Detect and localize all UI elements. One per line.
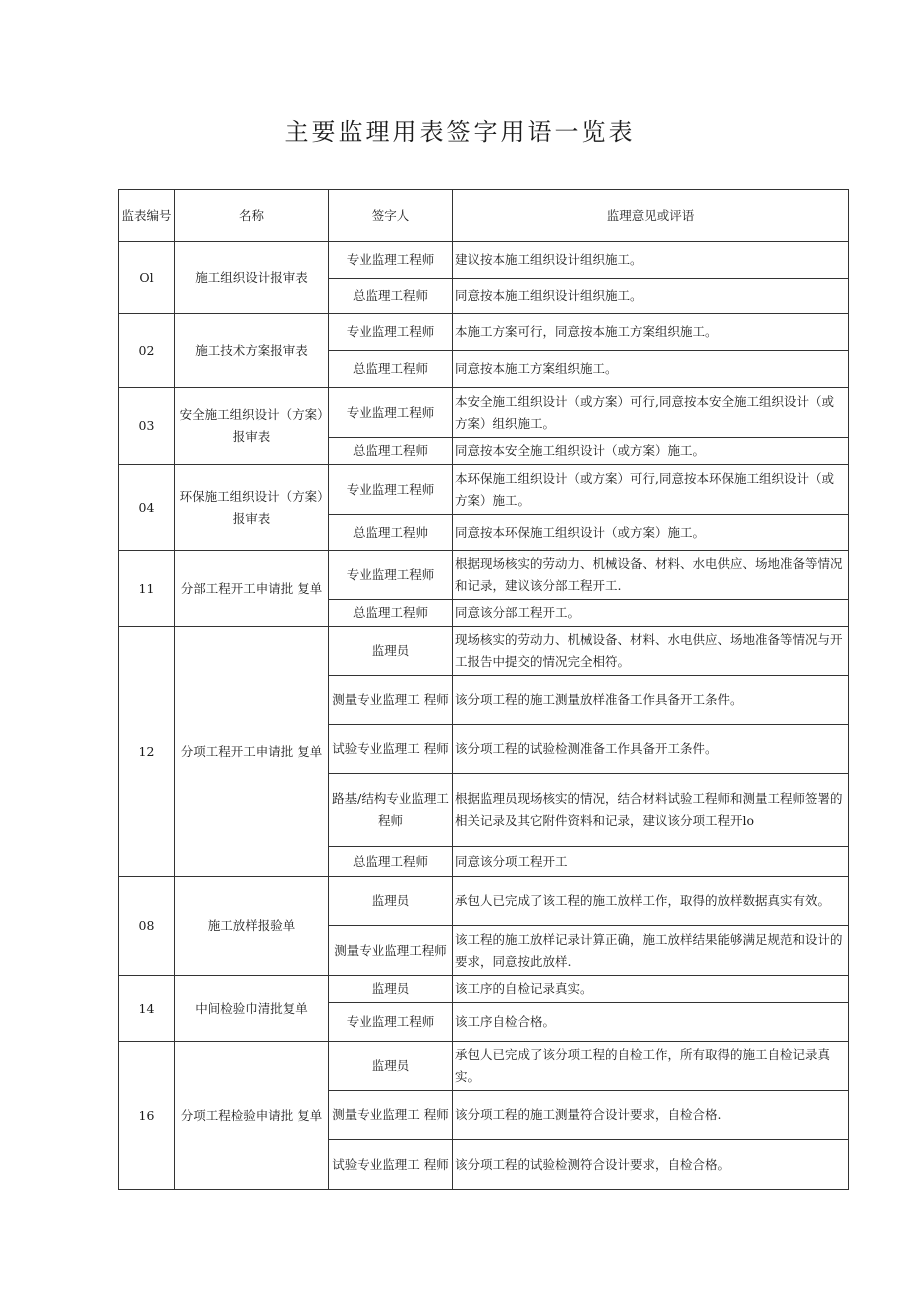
signer: 监理员 [329, 976, 453, 1003]
supervision-opinion: 该分项工程的试验检测符合设计要求，自检合格。 [453, 1140, 849, 1190]
signer: 总监理工程师 [329, 351, 453, 388]
table-row [119, 627, 849, 676]
form-code: Ol [119, 242, 175, 314]
supervision-opinion: 该工程的施工放样记录计算正确，施工放样结果能够满足规范和设计的要求，同意按此放样. [453, 926, 849, 976]
table-row [119, 388, 849, 438]
signer: 总监理工程帅 [329, 515, 453, 551]
supervision-opinion: 同意按本安全施工组织设计（或方案）施工。 [453, 438, 849, 465]
supervision-opinion: 同意按本施工组织设计组织施工。 [453, 279, 849, 314]
header-signer: 签字人 [329, 190, 453, 242]
form-code: 04 [119, 465, 175, 551]
supervision-forms-table [118, 189, 849, 1190]
form-code: 02 [119, 314, 175, 388]
signer: 专业监理工程师 [329, 242, 453, 279]
table-row [119, 314, 849, 351]
supervision-opinion: 承包人已完成了该工程的施工放样工作，取得的放样数据真实有效。 [453, 877, 849, 926]
supervision-opinion: 同意按本环保施工组织设计（或方案）施工。 [453, 515, 849, 551]
form-code: 08 [119, 877, 175, 976]
table-row [119, 242, 849, 279]
signer: 总监理工程师 [329, 438, 453, 465]
supervision-opinion: 本安全施工组织设计（或方案）可行,同意按本安全施工组织设计（或方案）组织施工。 [453, 388, 849, 438]
supervision-opinion: 同意该分部工程开工。 [453, 600, 849, 627]
supervision-opinion: 根据监理员现场核实的情况，结合材料试验工程师和测量工程师签署的相关记录及其它附件资料和记录，建议该分项工程开lo [453, 774, 849, 847]
signer: 试验专业监理工 程师 [329, 1140, 453, 1190]
supervision-opinion: 建议按本施工组织设计组织施工。 [453, 242, 849, 279]
form-name: 分项工程开工申请批 复单 [175, 627, 329, 877]
form-code: 14 [119, 976, 175, 1042]
form-name: 施工放样报验单 [175, 877, 329, 976]
signer: 总监理工程师 [329, 600, 453, 627]
signer: 专业监理工程师 [329, 465, 453, 515]
signer: 专业监理工程师 [329, 1003, 453, 1042]
form-name: 环保施工组织设计（方案）报审表 [175, 465, 329, 551]
table-row [119, 976, 849, 1003]
form-name: 分项工程检验申请批 复单 [175, 1042, 329, 1190]
supervision-opinion: 该分项工程的施工测量符合设计要求，自检合格. [453, 1091, 849, 1140]
supervision-opinion: 该工序自检合格。 [453, 1003, 849, 1042]
supervision-opinion: 该工序的自检记录真实。 [453, 976, 849, 1003]
table-row [119, 551, 849, 600]
table-row [119, 877, 849, 926]
signer: 监理员 [329, 877, 453, 926]
signer: 监理员 [329, 627, 453, 676]
signer: 测量专业监理工程师 [329, 926, 453, 976]
signer: 专业监理工程师 [329, 551, 453, 600]
signer: 总监理工程师 [329, 279, 453, 314]
form-code: 03 [119, 388, 175, 465]
signer: 监理员 [329, 1042, 453, 1091]
form-name: 施工技术方案报审表 [175, 314, 329, 388]
supervision-opinion: 该分项工程的试验检测准备工作具备开工条件。 [453, 725, 849, 774]
signer: 测量专业监理工 程师 [329, 676, 453, 725]
form-code: 16 [119, 1042, 175, 1190]
form-code: 12 [119, 627, 175, 877]
supervision-opinion: 根据现场核实的劳动力、机械设备、材料、水电供应、场地准备等情况和记录，建议该分部工程开工. [453, 551, 849, 600]
supervision-opinion: 同意该分项工程开工 [453, 847, 849, 877]
header-code: 监表编号 [119, 190, 175, 242]
table-header-row [119, 190, 849, 242]
signer: 专业监理工程师 [329, 388, 453, 438]
table-row [119, 465, 849, 515]
form-name: 施工组织设计报审表 [175, 242, 329, 314]
table-row [119, 1042, 849, 1091]
supervision-opinion: 该分项工程的施工测量放样准备工作具备开工条件。 [453, 676, 849, 725]
header-opinion: 监理意见或评语 [453, 190, 849, 242]
supervision-opinion: 承包人已完成了该分项工程的自检工作，所有取得的施工自检记录真实。 [453, 1042, 849, 1091]
signer: 专业监理工程师 [329, 314, 453, 351]
document-title: 主要监理用表签字用语一览表 [284, 118, 636, 146]
form-name: 分部工程开工申请批 复单 [175, 551, 329, 627]
supervision-opinion: 现场核实的劳动力、机械设备、材料、水电供应、场地准备等情况与开工报告中提交的情况完全相符。 [453, 627, 849, 676]
signer: 路基/结构专业监理工程师 [329, 774, 453, 847]
signer: 测量专业监理工 程师 [329, 1091, 453, 1140]
form-name: 安全施工组织设计（方案）报审表 [175, 388, 329, 465]
supervision-opinion: 同意按本施工方案组织施工。 [453, 351, 849, 388]
supervision-opinion: 本环保施工组织设计（或方案）可行,同意按本环保施工组织设计（或方案）施工。 [453, 465, 849, 515]
header-name: 名称 [175, 190, 329, 242]
form-name: 中间检验巾清批复单 [175, 976, 329, 1042]
signer: 总监理工程师 [329, 847, 453, 877]
supervision-opinion: 本施工方案可行，同意按本施工方案组织施工。 [453, 314, 849, 351]
signer: 试验专业监理工 程师 [329, 725, 453, 774]
form-code: 11 [119, 551, 175, 627]
